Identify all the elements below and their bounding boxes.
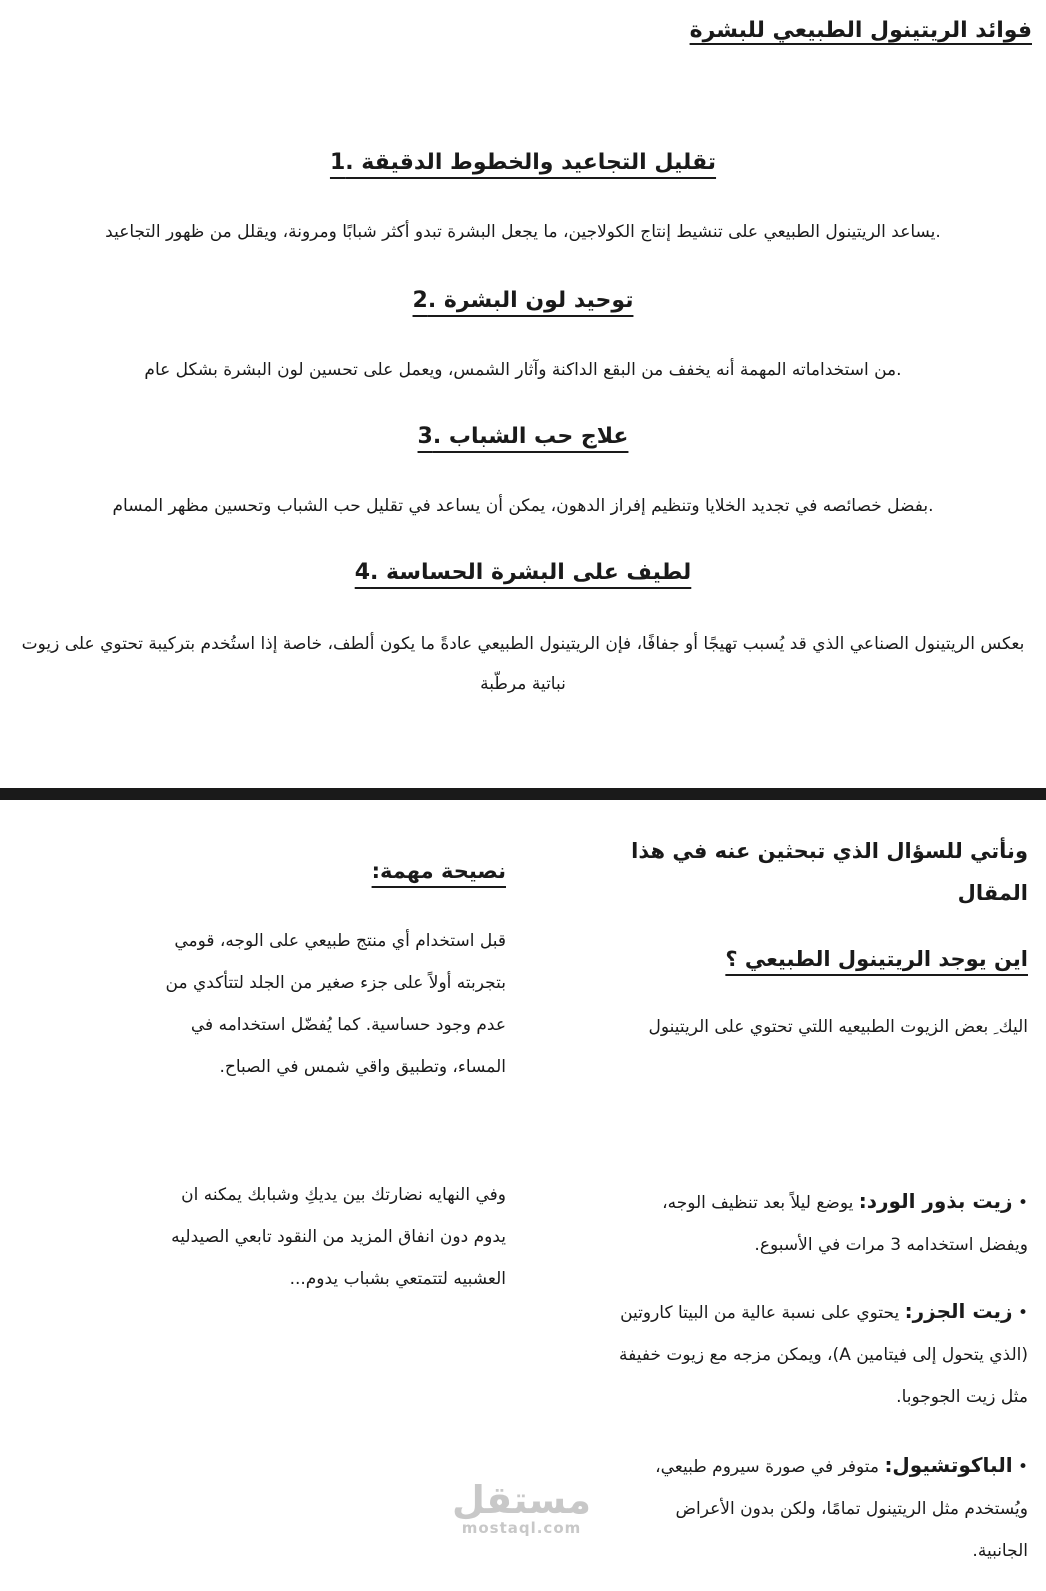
watermark-url: mostaql.com xyxy=(461,1519,582,1537)
section-heading-4: لطيف على البشرة الحساسة .4 xyxy=(354,560,692,585)
section-body-3: .بفضل خصائصه في تجديد الخلايا وتنظيم إفراز الدهون، يمكن أن يساعد في تقليل حب الشباب وتحسين مظهر المسام xyxy=(112,496,934,516)
question-intro: ونأتي للسؤال الذي تبحثين عنه في هذا المقال xyxy=(631,839,1028,905)
bullet-bakuchiol: • الباكوتشيول: متوفر في صورة سيروم طبيعي، ويُستخدم مثل الريتينول تمامًا، ولكن بدون الأعراض الجانبية. xyxy=(655,1453,1028,1561)
section-heading-1: تقليل التجاعيد والخطوط الدقيقة .1 xyxy=(329,150,717,175)
watermark-logo: مستقل xyxy=(452,1478,591,1522)
section-heading-3: علاج حب الشباب .3 xyxy=(417,424,629,449)
bullet-rosehip: • زيت بذور الورد: يوضع ليلاً بعد تنظيف الوجه، ويفضل استخدامه 3 مرات في الأسبوع. xyxy=(662,1189,1028,1255)
section-heading-2: توحيد لون البشرة .2 xyxy=(412,288,634,313)
section-body-1: .يساعد الريتينول الطبيعي على تنشيط إنتاج الكولاجين، ما يجعل البشرة تبدو أكثر شبابًا ومرونة، ويقلل من ظهور التجاعيد xyxy=(105,222,941,242)
bullet-term: زيت الجزر: xyxy=(904,1299,1013,1323)
closing-paragraph: وفي النهايه نضارتك بين يديكِ وشبابك يمكنه ان يدوم دون انفاق المزيد من النقود تابعي الصيدليه العشبيه لتتمتعي بشباب يدوم... xyxy=(171,1185,506,1289)
oils-lead: اليك ِ بعض الزيوت الطبيعيه اللتي تحتوي على الريتينول xyxy=(648,1017,1028,1037)
bullet-term: الباكوتشيول: xyxy=(884,1453,1013,1477)
question-heading: اين يوجد الريتينول الطبيعي ؟ xyxy=(725,947,1028,971)
mostaql-watermark xyxy=(452,1480,591,1536)
section-divider xyxy=(0,788,1046,800)
bullet-carrot: • زيت الجزر: يحتوي على نسبة عالية من البيتا كاروتين (الذي يتحول إلى فيتامين A)، ويمكن مزجه مع زيوت خفيفة مثل زيت الجوجوبا. xyxy=(619,1299,1028,1407)
bullet-text: يوضع ليلاً بعد تنظيف الوجه، ويفضل استخدامه 3 مرات في الأسبوع. xyxy=(662,1193,1028,1255)
bullet-term: زيت بذور الورد: xyxy=(858,1189,1013,1213)
tip-heading: نصيحة مهمة: xyxy=(371,859,506,883)
bullet-text: متوفر في صورة سيروم طبيعي، ويُستخدم مثل الريتينول تمامًا، ولكن بدون الأعراض الجانبية. xyxy=(655,1457,1028,1561)
section-body-4: بعكس الريتينول الصناعي الذي قد يُسبب تهيجًا أو جفافًا، فإن الريتينول الطبيعي عادةً ما يكون ألطف، خاصة إذا استُخدم بتركيبة تحتوي على زيوت نباتية مرطّبة xyxy=(21,634,1025,694)
tip-body: قبل استخدام أي منتج طبيعي على الوجه، قومي بتجربته أولاً على جزء صغير من الجلد لتتأكدي من عدم وجود حساسية. كما يُفضّل استخدامه في المساء، وتطبيق واقي شمس في الصباح. xyxy=(165,931,506,1077)
section-body-2: .من استخداماته المهمة أنه يخفف من البقع الداكنة وآثار الشمس، ويعمل على تحسين لون البشرة بشكل عام xyxy=(144,360,902,380)
bullet-text: يحتوي على نسبة عالية من البيتا كاروتين (الذي يتحول إلى فيتامين A)، ويمكن مزجه مع زيوت خفيفة مثل زيت الجوجوبا. xyxy=(619,1303,1028,1407)
page-title: فوائد الريتينول الطبيعي للبشرة xyxy=(689,18,1032,43)
